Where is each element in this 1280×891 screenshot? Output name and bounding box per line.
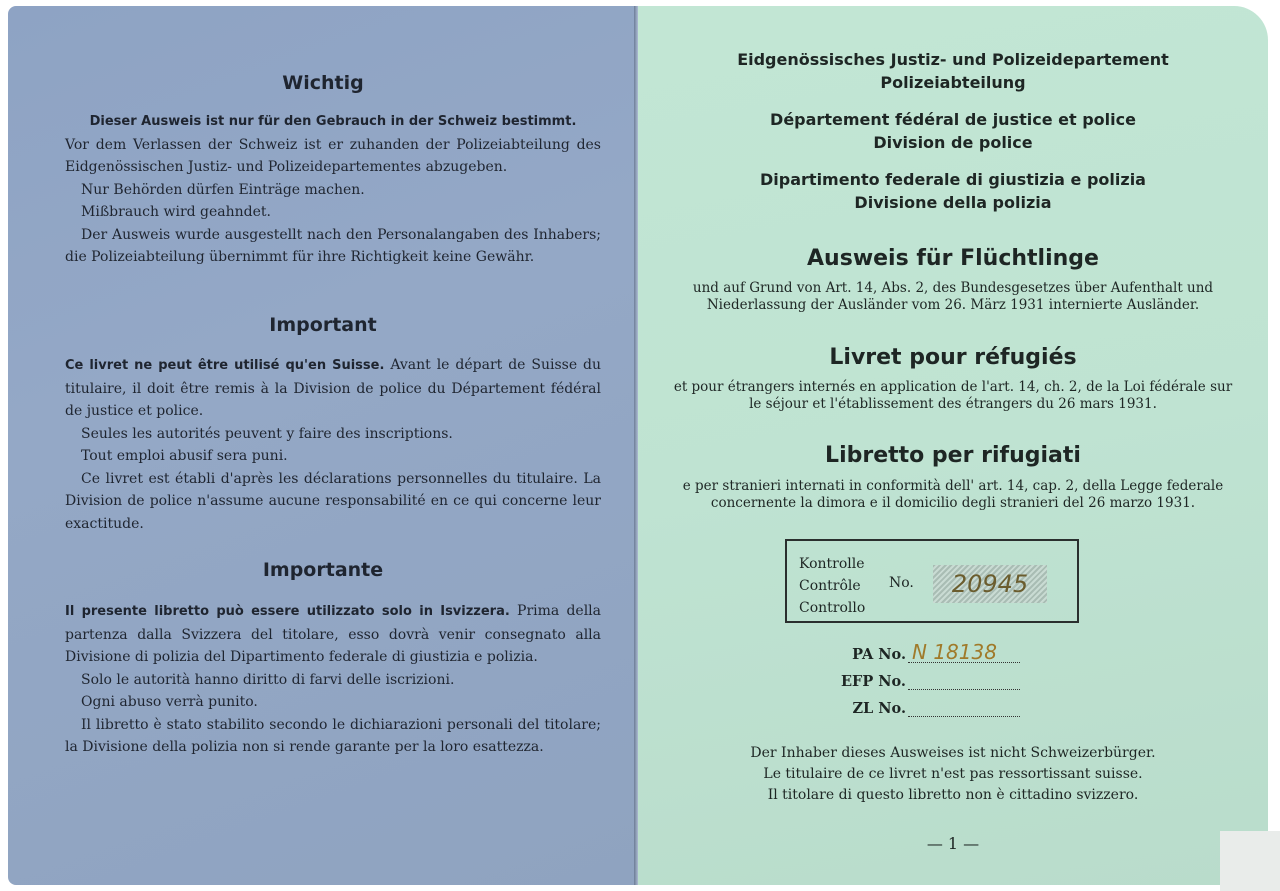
notice-fr: Le titulaire de ce livret n'est pas ressortissant suisse. (763, 766, 1143, 782)
zl-number-field (908, 700, 1020, 717)
control-label-it: Controllo (799, 600, 866, 616)
italian-title: Importante (262, 559, 384, 581)
title-french: Livret pour réfugiés (829, 345, 1077, 370)
italian-p1: Prima della partenza dalla Svizzera del titolare, esso dovrà venir consegnato alla Divisione di polizia del Dipartimento federale di giustizia e polizia. (65, 603, 601, 665)
german-p3: Mißbrauch wird geahndet. (81, 204, 272, 220)
control-number-value: 20945 (933, 565, 1047, 603)
italian-text (65, 600, 601, 759)
notice-it: Il titolare di questo libretto non è cittadino svizzero. (767, 787, 1139, 803)
corner-background (1220, 831, 1280, 891)
header-french (638, 108, 1268, 154)
pa-number-field (908, 640, 1020, 664)
header-fr-line2: Division de police (873, 133, 1033, 152)
italian-p2: Solo le autorità hanno diritto di farvi delle iscrizioni. (81, 671, 455, 688)
german-p2: Nur Behörden dürfen Einträge machen. (81, 181, 365, 198)
french-title: Important (269, 314, 377, 336)
header-it-line1: Dipartimento federale di giustizia e polizia (760, 170, 1146, 189)
notice-de: Der Inhaber dieses Ausweises ist nicht Schweizerbürger. (750, 745, 1156, 761)
subtitle-french: et pour étrangers internés en application de l'art. 14, ch. 2, de la Loi fédérale sur le séjour et l'établissement des étrangers du 26 mars 1931. (673, 379, 1233, 412)
header-italian (638, 168, 1268, 214)
german-p4: Der Ausweis wurde ausgestellt nach den Personalangaben des Inhabers; die Polizeiabteilung übernimmt für ihre Richtigkeit keine Gewähr. (65, 226, 601, 265)
efp-number-row (838, 673, 1020, 690)
header-german (638, 48, 1268, 94)
french-p1: Avant le départ de Suisse du titulaire, il doit être remis à la Division de police du Département fédéral de justice et police. (65, 357, 601, 419)
header-fr-line1: Département fédéral de justice et police (770, 110, 1136, 129)
pa-number-label: PA No. (852, 646, 906, 663)
header-de-line2: Polizeiabteilung (880, 73, 1026, 92)
control-labels (799, 553, 865, 619)
french-text (65, 354, 601, 535)
italian-p3: Ogni abuso verrà punito. (81, 694, 258, 710)
control-label-fr: Contrôle (799, 578, 861, 594)
header-de-line1: Eidgenössisches Justiz- und Polizeidepartement (737, 50, 1169, 69)
control-label-de: Kontrolle (799, 556, 865, 572)
efp-number-field (908, 673, 1020, 690)
zl-number-label: ZL No. (852, 700, 906, 717)
title-italian: Libretto per rifugiati (825, 443, 1081, 468)
subtitle-german: und auf Grund von Art. 14, Abs. 2, des Bundesgesetzes über Aufenthalt und Niederlassung der Ausländer vom 26. März 1931 internierte Ausländer. (692, 280, 1214, 313)
efp-number-label: EFP No. (840, 673, 906, 690)
french-p2: Seules les autorités peuvent y faire des inscriptions. (81, 425, 453, 442)
german-title: Wichtig (282, 72, 364, 94)
pa-number-row (838, 640, 1020, 664)
italian-p4: Il libretto è stato stabilito secondo le dichiarazioni personali del titolare; la Divisione della polizia non si rende garante per la loro esattezza. (65, 716, 601, 755)
header-it-line2: Divisione della polizia (854, 193, 1052, 212)
german-text (65, 110, 601, 269)
zl-number-row (838, 700, 1020, 717)
title-german: Ausweis für Flüchtlinge (807, 246, 1099, 271)
subtitle-italian: e per stranieri internati in conformità dell' art. 14, cap. 2, della Legge federale concernente la dimora e il domicilio degli stranieri del 26 marzo 1931. (682, 478, 1224, 511)
german-lead: Dieser Ausweis ist nur für den Gebrauch in der Schweiz bestimmt. (89, 114, 577, 129)
italian-lead: Il presente libretto può essere utilizzato solo in Isvizzera. (65, 604, 510, 619)
french-lead: Ce livret ne peut être utilisé qu'en Suisse. (65, 358, 385, 373)
french-p4: Ce livret est établi d'après les déclarations personnelles du titulaire. La Division de police n'assume aucune responsabilité en ce qui concerne leur exactitude. (65, 470, 601, 532)
pa-number-value: N 18138 (912, 640, 997, 664)
citizenship-notice (638, 743, 1268, 806)
control-number-box (785, 539, 1079, 623)
left-page (8, 6, 638, 885)
french-p3: Tout emploi abusif sera puni. (81, 448, 288, 464)
page-number: — 1 — (926, 834, 980, 853)
german-p1: Vor dem Verlassen der Schweiz ist er zuhanden der Polizeiabteilung des Eidgenössischen Justiz- und Polizeidepartementes abzugeben. (65, 136, 601, 175)
control-no-label: No. (889, 575, 914, 591)
right-page (638, 6, 1268, 885)
